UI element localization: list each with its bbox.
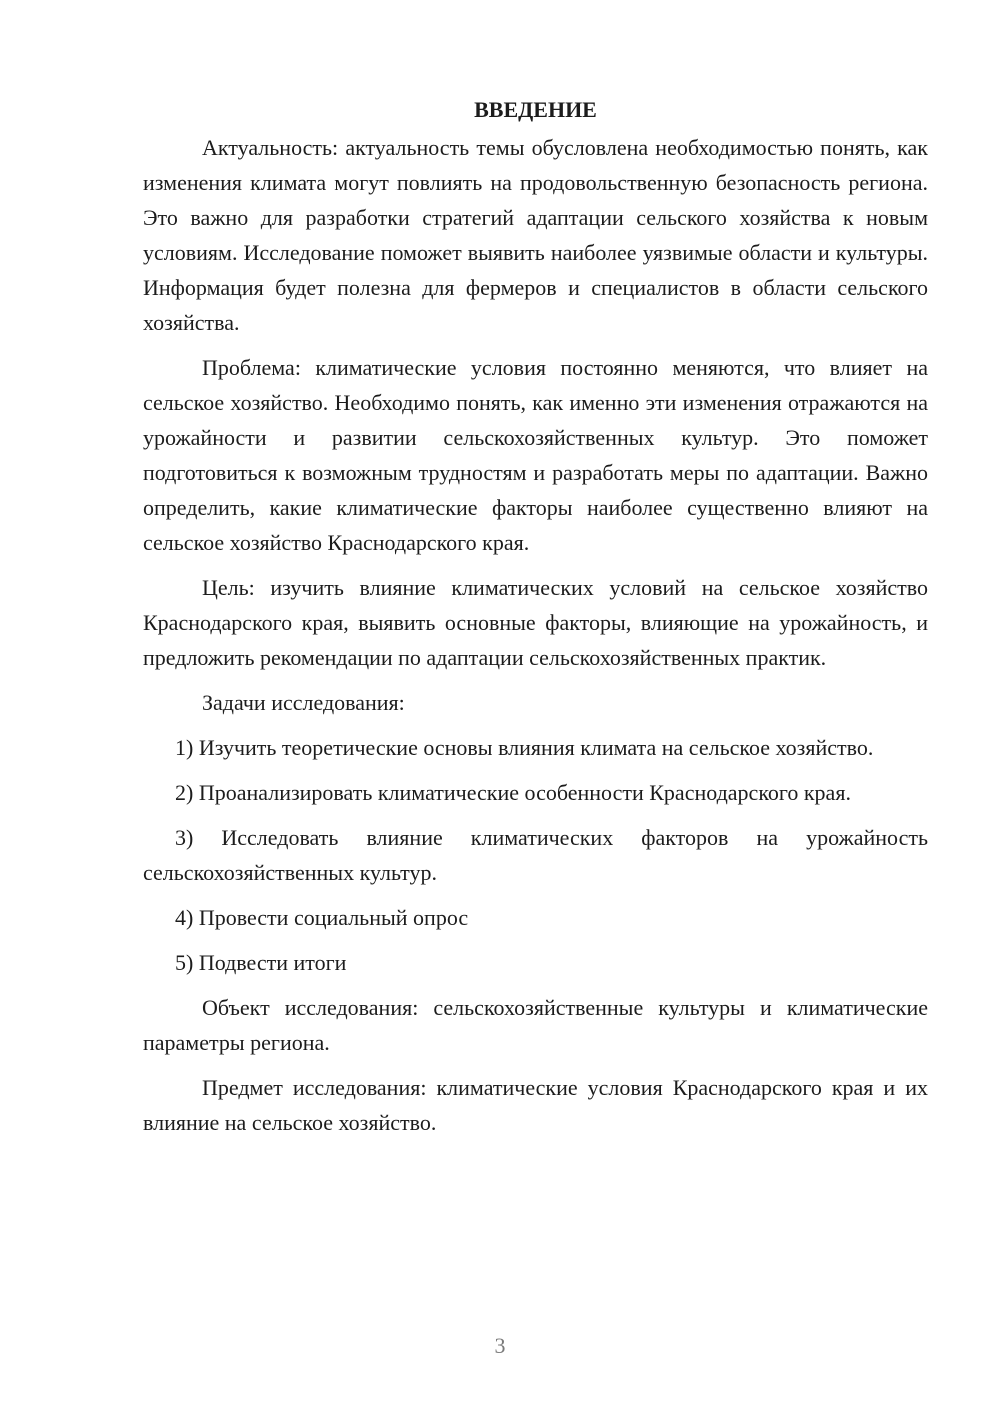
task-item: 2) Проанализировать климатические особенности Краснодарского края. (175, 780, 851, 805)
page-content (143, 92, 928, 1150)
relevance-paragraph: Актуальность: актуальность темы обусловлена необходимостью понять, как изменения климата могут повлиять на продовольственную безопасность региона. Это важно для разработки стратегий адаптации сельского хозяйства к новым условиям. Исследование поможет выявить наиболее уязвимые области и культуры. Информация будет полезна для фермеров и специалистов в области сельского хозяйства. (143, 135, 928, 335)
goal-paragraph: Цель: изучить влияние климатических условий на сельское хозяйство Краснодарского края, выявить основные факторы, влияющие на урожайность, и предложить рекомендации по адаптации сельскохозяйственных практик. (143, 575, 928, 670)
subject-paragraph: Предмет исследования: климатические условия Краснодарского края и их влияние на сельское хозяйство. (143, 1075, 928, 1135)
tasks-heading: Задачи исследования: (202, 690, 405, 715)
problem-paragraph: Проблема: климатические условия постоянно меняются, что влияет на сельское хозяйство. Необходимо понять, как именно эти изменения отражаются на урожайности и развитии сельскохозяйственных культур. Это поможет подготовиться к возможным трудностям и разработать меры по адаптации. Важно определить, какие климатические факторы наиболее существенно влияют на сельское хозяйство Краснодарского края. (143, 355, 928, 555)
task-item: 5) Подвести итоги (175, 950, 347, 975)
task-item: 1) Изучить теоретические основы влияния климата на сельское хозяйство. (175, 735, 874, 760)
page-number: 3 (494, 1333, 506, 1358)
task-item: 3) Исследовать влияние климатических факторов на урожайность сельскохозяйственных культур. (143, 825, 928, 885)
section-title: ВВЕДЕНИЕ (474, 97, 597, 122)
task-item: 4) Провести социальный опрос (175, 905, 469, 930)
object-paragraph: Объект исследования: сельскохозяйственные культуры и климатические параметры региона. (143, 995, 928, 1055)
